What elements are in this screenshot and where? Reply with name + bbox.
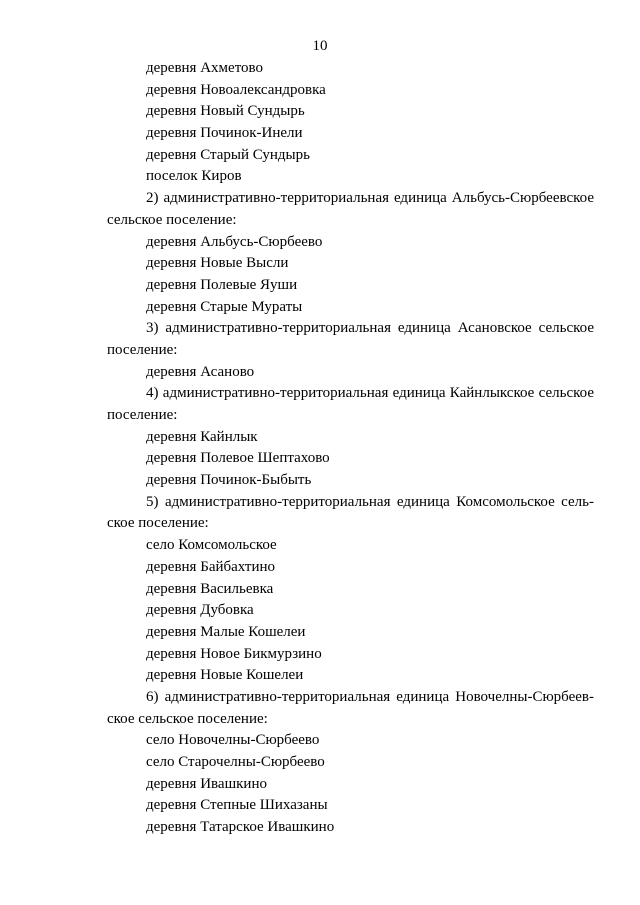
settlement-entry: деревня Дубовка bbox=[146, 602, 254, 619]
unit-heading-line2: ское поселение: bbox=[107, 515, 209, 532]
settlement-entry: деревня Васильевка bbox=[146, 580, 274, 597]
settlement-entry: деревня Асаново bbox=[146, 363, 255, 380]
settlement-entry: деревня Новое Бикмурзино bbox=[146, 645, 322, 662]
settlement-entry: село Новочелны-Сюрбеево bbox=[146, 732, 320, 749]
settlement-entry: деревня Татарское Ивашкино bbox=[146, 819, 335, 836]
settlement-entry: деревня Полевое Шептахово bbox=[146, 450, 330, 467]
settlement-entry: деревня Ивашкино bbox=[146, 775, 267, 792]
settlement-entry: деревня Альбусь-Сюрбеево bbox=[146, 233, 323, 250]
unit-heading-line1 bbox=[107, 687, 594, 709]
settlement-entry: деревня Степные Шихазаны bbox=[146, 797, 328, 814]
unit-heading-line2: ское сельское поселение: bbox=[107, 710, 268, 727]
settlement-entry: село Комсомольское bbox=[146, 537, 277, 554]
settlement-entry: деревня Новые Кошелеи bbox=[146, 667, 304, 684]
page-number: 10 bbox=[312, 38, 328, 54]
unit-heading-text: 6) административно-территориальная единица Новочелны-Сюрбеев- bbox=[146, 688, 594, 705]
settlement-entry: деревня Новоалександровка bbox=[146, 81, 326, 98]
settlement-entry: поселок Киров bbox=[146, 168, 242, 185]
settlement-entry: деревня Новые Высли bbox=[146, 255, 289, 272]
unit-heading-line1 bbox=[107, 492, 594, 514]
unit-heading-line1 bbox=[107, 188, 594, 210]
settlement-entry: деревня Малые Кошелеи bbox=[146, 623, 306, 640]
settlement-entry: деревня Полевые Яуши bbox=[146, 276, 298, 293]
settlement-list bbox=[107, 58, 594, 839]
unit-heading-line2: сельское поселение: bbox=[107, 211, 237, 228]
unit-heading-text: 3) административно-территориальная единица Асановское сельское bbox=[146, 320, 594, 337]
unit-heading-text: 2) административно-территориальная единица Альбусь-Сюрбеевское bbox=[146, 190, 594, 207]
unit-heading-text: 4) административно-территориальная единица Кайнлыкское сельское bbox=[146, 385, 594, 402]
unit-heading-line1 bbox=[107, 318, 594, 340]
settlement-entry: деревня Починок-Инели bbox=[146, 125, 303, 142]
unit-heading-line2: поселение: bbox=[107, 407, 178, 423]
settlement-entry: деревня Старые Мураты bbox=[146, 298, 303, 315]
unit-heading-line1 bbox=[107, 383, 594, 405]
settlement-entry: деревня Старый Сундырь bbox=[146, 146, 310, 163]
settlement-entry: деревня Байбахтино bbox=[146, 558, 276, 575]
unit-heading-text: 5) административно-территориальная единица Комсомольское сель- bbox=[146, 493, 594, 510]
settlement-entry: село Старочелны-Сюрбеево bbox=[146, 754, 325, 770]
settlement-entry: деревня Кайнлык bbox=[146, 428, 258, 445]
unit-heading-line2: поселение: bbox=[107, 341, 178, 358]
settlement-entry: деревня Новый Сундырь bbox=[146, 103, 305, 120]
settlement-entry: деревня Починок-Быбыть bbox=[146, 472, 312, 489]
settlement-entry: деревня Ахметово bbox=[146, 60, 264, 76]
